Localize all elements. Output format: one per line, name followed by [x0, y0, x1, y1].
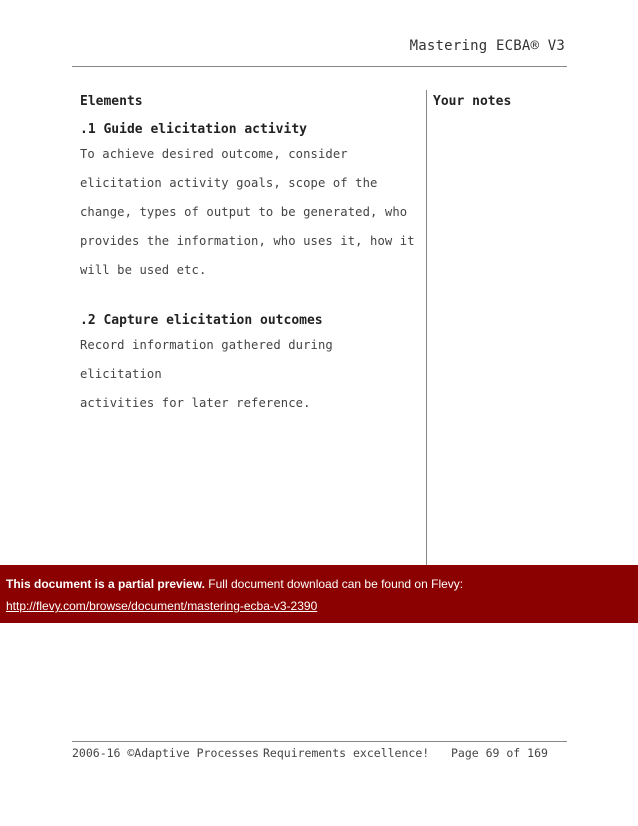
section-heading-guide-elicitation: .1 Guide elicitation activity	[80, 122, 307, 137]
notes-column-heading: Your notes	[433, 94, 512, 109]
section-body-guide-elicitation	[80, 140, 420, 285]
banner-message	[6, 577, 463, 591]
footer-copyright: 2006-16 ©Adaptive Processes	[72, 746, 259, 760]
document-header-title: Mastering ECBA® V3	[409, 38, 565, 54]
preview-banner	[0, 565, 638, 623]
elements-column-heading: Elements	[80, 94, 143, 109]
body-line: change, types of output to be generated, who	[80, 205, 408, 219]
body-line: provides the information, who uses it, how it	[80, 234, 415, 248]
column-divider	[426, 90, 427, 566]
banner-text: Full document download can be found on Flevy:	[208, 577, 464, 591]
header-divider	[72, 66, 567, 67]
footer-divider	[72, 741, 567, 742]
flevy-download-link[interactable]: http://flevy.com/browse/document/mastering-ecba-v3-2390	[6, 599, 318, 613]
body-line: will be used etc.	[80, 263, 207, 277]
body-line: Record information gathered during elicitation	[80, 338, 333, 381]
footer-page-number: Page 69 of 169	[451, 746, 548, 760]
body-line: To achieve desired outcome, consider	[80, 147, 348, 161]
section-heading-capture-outcomes: .2 Capture elicitation outcomes	[80, 313, 323, 328]
banner-bold-text: This document is a partial preview.	[6, 577, 205, 591]
body-line: elicitation activity goals, scope of the	[80, 176, 378, 190]
footer-tagline: Requirements excellence!	[263, 746, 430, 760]
body-line: activities for later reference.	[80, 396, 311, 410]
section-body-capture-outcomes	[80, 331, 420, 418]
